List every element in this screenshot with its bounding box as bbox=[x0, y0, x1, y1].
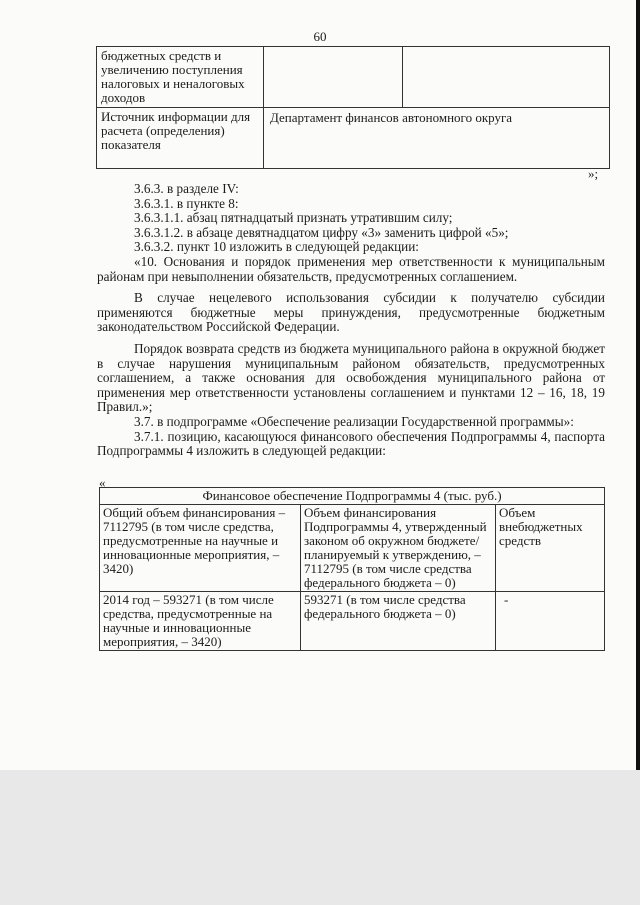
paragraph: 3.6.3.1.1. абзац пятнадцатый признать утратившим силу; bbox=[134, 210, 453, 226]
table-cell: Объем внебюджетных средств bbox=[496, 505, 605, 592]
paragraph: 3.6.3.1. в пункте 8: bbox=[134, 195, 239, 211]
paragraph: 3.7. в подпрограмме «Обеспечение реализации Государственной программы»: bbox=[134, 413, 574, 429]
table-header-row bbox=[100, 488, 605, 505]
table-cell: Источник информации для расчета (определения) показателя bbox=[97, 108, 264, 169]
table-row bbox=[97, 108, 610, 169]
document-body bbox=[97, 182, 605, 459]
table-cell: Департамент финансов автономного округа bbox=[264, 108, 610, 169]
table-cell: бюджетных средств и увеличению поступления налоговых и неналоговых доходов bbox=[97, 47, 264, 108]
table-cell: Объем финансирования Подпрограммы 4, утвержденный законом об окружном бюджете/ планируемый к утверждению, – 7112795 (в том числе средства федерального бюджета – 0) bbox=[301, 505, 496, 592]
indicator-table bbox=[96, 46, 610, 169]
paragraph: В случае нецелевого использования субсидии к получателю субсидии применяются бюджетные меры принуждения, предусмотренные бюджетным законодательством Российской Федерации. bbox=[97, 290, 605, 335]
table-row bbox=[100, 592, 605, 651]
table-row bbox=[100, 505, 605, 592]
opening-quote: « bbox=[99, 475, 106, 490]
page-number: 60 bbox=[313, 29, 327, 44]
table-cell: Общий объем финансирования – 7112795 (в том числе средства, предусмотренные на научные и инновационные мероприятия, – 3420) bbox=[100, 505, 301, 592]
paragraph: Порядок возврата средств из бюджета муниципального района в окружной бюджет в случае нарушения муниципальным районом обязательств, предусмотренных соглашением, а также основания для освобождения муниципального района от применения мер ответственности установлены соглашением и пунктами 12 – 16, 18, 19 Правил.»; bbox=[97, 340, 605, 415]
closing-quote: »; bbox=[588, 166, 599, 181]
table-cell: 2014 год – 593271 (в том числе средства, предусмотренные на научные и инновационные мероприятия, – 3420) bbox=[100, 592, 301, 651]
paragraph: 3.6.3. в разделе IV: bbox=[134, 181, 239, 196]
table-cell: 593271 (в том числе средства федерального бюджета – 0) bbox=[301, 592, 496, 651]
paragraph: 3.7.1. позицию, касающуюся финансового обеспечения Подпрограммы 4, паспорта Подпрограммы 4 изложить в следующей редакции: bbox=[97, 428, 605, 459]
paragraph: 3.6.3.2. пункт 10 изложить в следующей редакции: bbox=[134, 239, 419, 255]
paragraph: 3.6.3.1.2. в абзаце девятнадцатом цифру «3» заменить цифрой «5»; bbox=[134, 224, 509, 240]
table-row bbox=[97, 47, 610, 108]
table-cell: - bbox=[496, 592, 605, 651]
table-cell bbox=[264, 47, 403, 108]
financing-table bbox=[99, 487, 605, 651]
table-header: Финансовое обеспечение Подпрограммы 4 (тыс. руб.) bbox=[100, 488, 605, 505]
table-cell bbox=[403, 47, 610, 108]
paragraph: «10. Основания и порядок применения мер ответственности к муниципальным районам при невыполнении обязательств, предусмотренных соглашением. bbox=[97, 253, 605, 284]
